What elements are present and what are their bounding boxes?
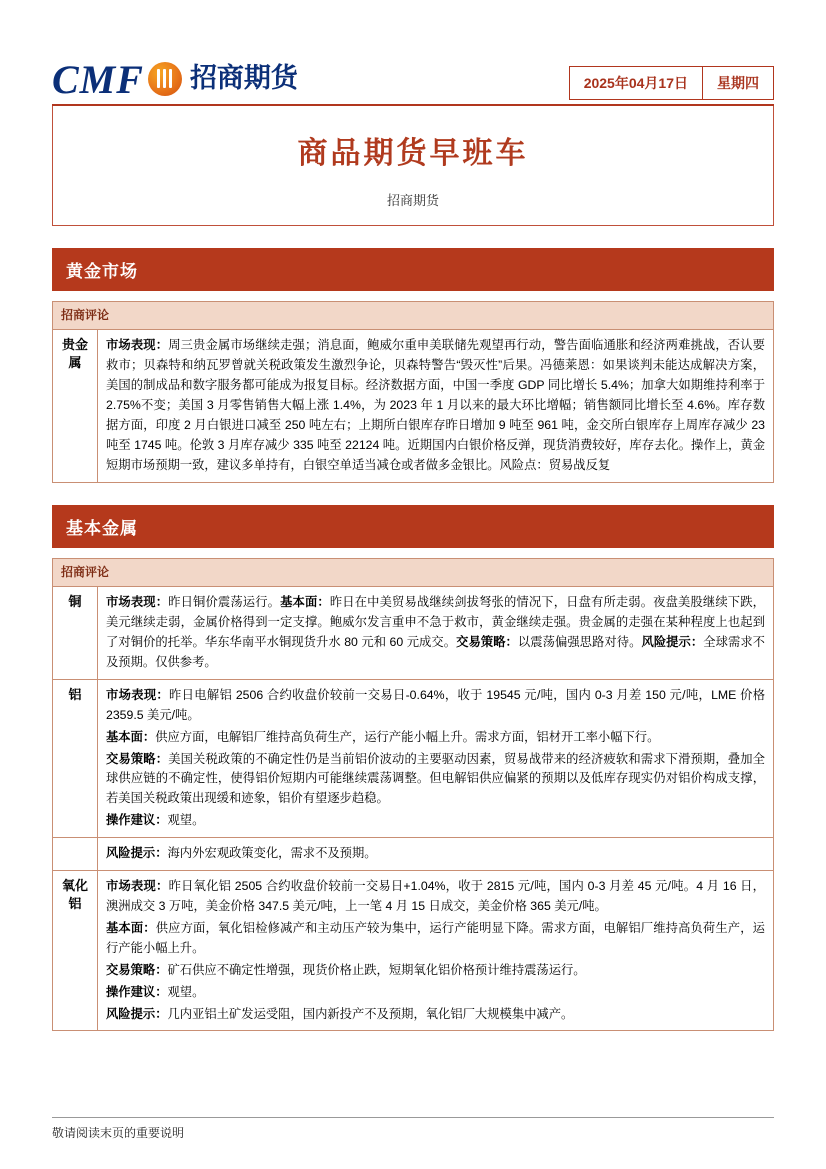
row-label-alumina: 氧化铝	[53, 871, 98, 1031]
para-text: 矿石供应不确定性增强，现货价格止跌，短期氧化铝价格预计维持震荡运行。	[167, 962, 586, 977]
para-label: 基本面：	[280, 595, 330, 610]
table-row	[53, 330, 774, 482]
table-row	[53, 679, 774, 837]
para-label: 风险提示：	[106, 846, 168, 861]
logo-company-name: 招商期货	[189, 63, 298, 94]
title-block	[52, 106, 774, 226]
para-text: 美国关税政策的不确定性仍是当前铝价波动的主要驱动因素，贸易战带来的经济疲软和需求下滑预期，叠加全球供应链的不确定性，使得铝价短期内可能继续震荡调整。但电解铝供应偏紧的预期以及低库存现实仍对铝价构成支撑，若美国关税政策出现缓和迹象，铝价有望逐步趋稳。	[106, 751, 765, 806]
row-body-aluminum-risk	[98, 838, 774, 871]
document-header	[52, 44, 774, 100]
table-row	[53, 587, 774, 680]
para-label: 基本面：	[106, 920, 156, 935]
para-text: 以震荡偏强思路对待。	[517, 635, 642, 650]
row-label-aluminum: 铝	[53, 679, 98, 837]
para-label: 操作建议：	[106, 984, 168, 999]
para-text: 全球需求不及预期。仅供参考。	[106, 635, 765, 669]
row-body-alumina	[98, 871, 774, 1031]
report-weekday: 星期四	[703, 67, 773, 99]
row-label-aluminum-risk	[53, 838, 98, 871]
table-row	[53, 838, 774, 871]
table-gold	[52, 301, 774, 483]
para-label: 交易策略：	[456, 635, 518, 650]
row-label-copper: 铜	[53, 587, 98, 680]
para-text: 昨日氧化铝 2505 合约收盘价较前一交易日+1.04%，收于 2815 元/吨，国内 0-3 月差 45 元/吨。4 月 16 日，澳洲成交 3 万吨，美金价格 347.5 美元/吨，上一笔 4 月 15 日成交，美金价格 365 美元/吨。	[106, 879, 765, 913]
para-label: 基本面：	[106, 729, 156, 744]
para-label: 市场表现：	[106, 687, 170, 702]
para-text: 供应方面，氧化铝检修减产和主动压产较为集中，运行产能明显下降。需求方面，电解铝厂维持高负荷生产，运行产能小幅上升。	[106, 920, 765, 955]
para-label: 市场表现：	[106, 879, 169, 894]
footer-divider	[52, 1117, 774, 1118]
para-text: 观望。	[167, 813, 205, 828]
section-header-gold: 黄金市场	[52, 248, 774, 291]
row-body-copper	[98, 587, 774, 680]
company-logo	[52, 57, 298, 102]
page-title: 商品期货早班车	[297, 136, 529, 171]
para-text: 观望。	[167, 984, 205, 999]
para-label: 风险提示：	[106, 1006, 168, 1021]
row-label-precious-metals: 贵金属	[53, 330, 98, 482]
para-label: 风险提示：	[641, 635, 704, 650]
row-body-aluminum	[98, 679, 774, 837]
para-text: 周三贵金属市场继续走强；消息面，鲍威尔重申美联储先观望再行动，警告面临通胀和经济两难挑战，否认要救市；贝森特和纳瓦罗曾就关税政策发生激烈争论，贝森特警告“毁灭性”后果。冯德莱恩：如果谈判未能达成解决方案，美国的制成品和数字服务都可能成为报复目标。经济数据方面，中国一季度 GDP 同比增长 5.4%；加拿大如期维持利率于 2.75%不变；美国 3 月零售销售大幅上涨 1.4%，为 2023 年 1 月以来的最大环比增幅；销售额同比增长至 4.6%。库存数据方面，印度 2 月白银进口减至 250 吨左右；上期所白银库存昨日增加 9 吨至 961 吨，金交所白银库存上周库存减少 23 吨至 1745 吨。伦敦 3 月库存减少 335 吨至 22124 吨。近期国内白银价格反弹，现货消费较好，库存去化。操作上，黄金短期市场预期一致，建议多单持有，白银空单适当减仓或者做多金银比。风险点：贸易战反复	[106, 338, 765, 472]
para-label: 交易策略：	[106, 751, 169, 766]
para-label: 市场表现：	[106, 338, 169, 353]
table-header-base-metals: 招商评论	[53, 558, 774, 586]
page-subtitle: 招商期货	[386, 193, 439, 208]
document-footer	[52, 1117, 774, 1141]
footer-note: 敬请阅读末页的重要说明	[52, 1126, 185, 1140]
table-base-metals	[52, 558, 774, 1032]
para-label: 市场表现：	[106, 595, 169, 610]
logo-cmf-text: CMF	[52, 57, 144, 102]
para-text: 几内亚铝土矿发运受阻，国内新投产不及预期，氧化铝厂大规模集中减产。	[167, 1006, 574, 1021]
para-label: 操作建议：	[106, 813, 168, 828]
section-header-base-metals: 基本金属	[52, 505, 774, 548]
row-body-precious-metals	[98, 330, 774, 482]
para-label: 交易策略：	[106, 962, 168, 977]
report-date: 2025年04月17日	[570, 67, 703, 99]
para-text: 昨日铜价震荡运行。	[168, 595, 281, 610]
table-row	[53, 871, 774, 1031]
logo-circle-icon	[148, 62, 182, 96]
para-text: 供应方面，电解铝厂维持高负荷生产，运行产能小幅上升。需求方面，铝材开工率小幅下行。	[155, 729, 660, 744]
para-text: 海内外宏观政策变化，需求不及预期。	[167, 846, 377, 861]
para-text: 昨日在中美贸易战继续剑拔弩张的情况下，日盘有所走弱。夜盘美股继续下跌，美元继续走弱，金属价格得到一定支撑。鲍威尔发言重申不急于救市，黄金继续走强。贵金属的走强在某种程度上也起到了对铜价的托举。华东华南平水铜现货升水 80 元和 60 元成交。	[106, 595, 765, 650]
table-header-gold: 招商评论	[53, 302, 774, 330]
para-text: 昨日电解铝 2506 合约收盘价较前一交易日-0.64%，收于 19545 元/吨，国内 0-3 月差 150 元/吨，LME 价格 2359.5 美元/吨。	[106, 687, 765, 722]
date-box	[569, 66, 774, 100]
